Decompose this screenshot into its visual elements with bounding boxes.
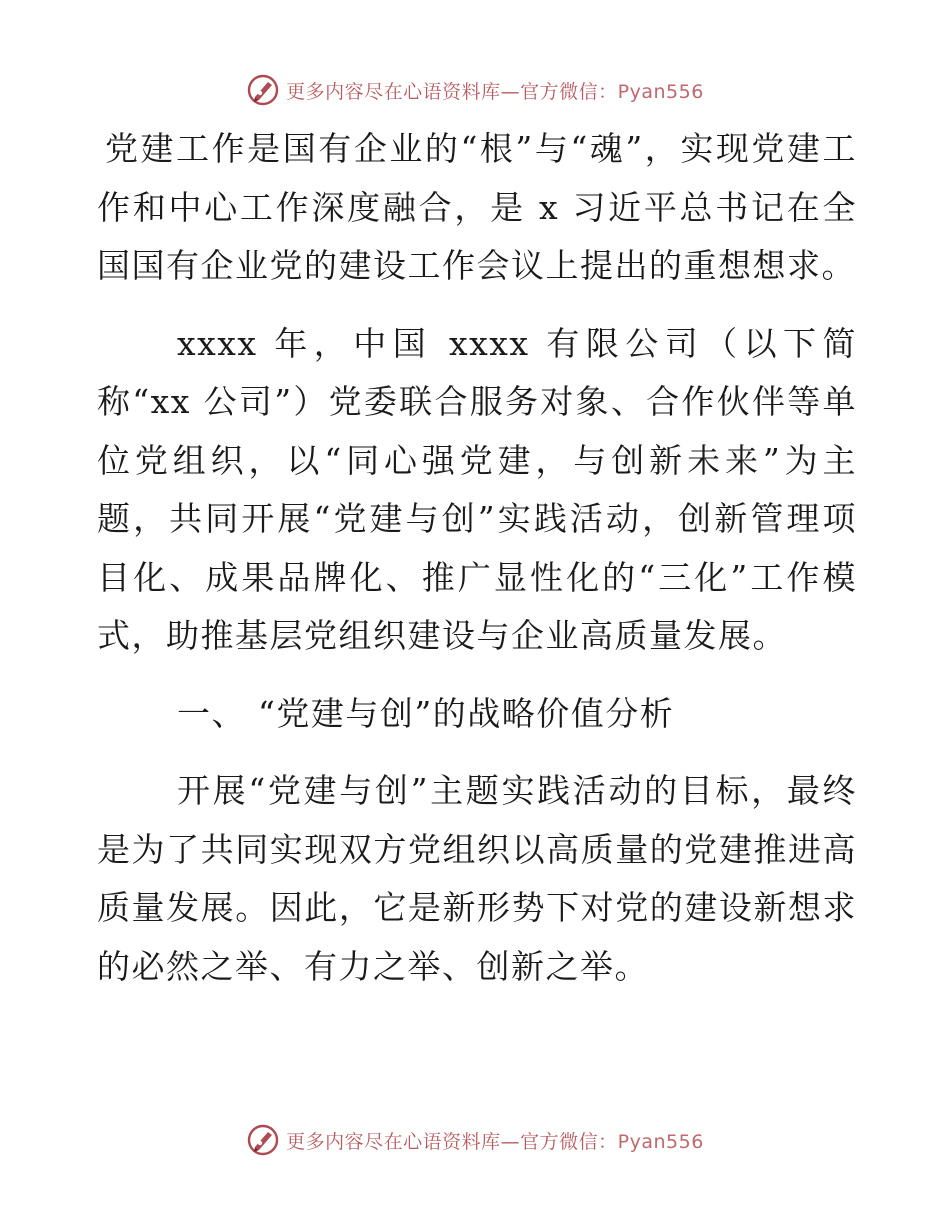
section-paragraph: 开展“党建与创”主题实践活动的目标，最终是为了共同实现双方党组织以高质量的党建推进高质量发展。因此，它是新形势下对党的建设新想求的必然之举、有力之举、创新之举。 bbox=[97, 771, 857, 986]
document-body bbox=[97, 120, 857, 996]
section-heading: 一、 “党建与创”的战略价值分析 bbox=[177, 693, 675, 733]
background-paragraph: xxxx 年，中国 xxxx 有限公司（以下简称“xx 公司”）党委联合服务对象、合作伙伴等单位党组织，以“同心强党建，与创新未来”为主题，共同开展“党建与创”实践活动，创新管理项目化、成果品牌化、推广显性化的“三化”工作模式，助推基层党组织建设与企业高质量发展。 bbox=[97, 323, 857, 655]
intro-paragraph: 党建工作是国有企业的“根”与“魂”，实现党建工作和中心工作深度融合，是 x 习近平总书记在全国国有企业党的建设工作会议上提出的重想想求。 bbox=[97, 129, 857, 285]
header-banner bbox=[0, 70, 950, 110]
banner-text: 更多内容尽在心语资料库—官方微信：Pyan556 bbox=[286, 1130, 704, 1153]
pen-logo-icon bbox=[246, 1123, 280, 1157]
footer-banner bbox=[0, 1120, 950, 1160]
banner-text: 更多内容尽在心语资料库—官方微信：Pyan556 bbox=[286, 80, 704, 103]
pen-logo-icon bbox=[246, 73, 280, 107]
